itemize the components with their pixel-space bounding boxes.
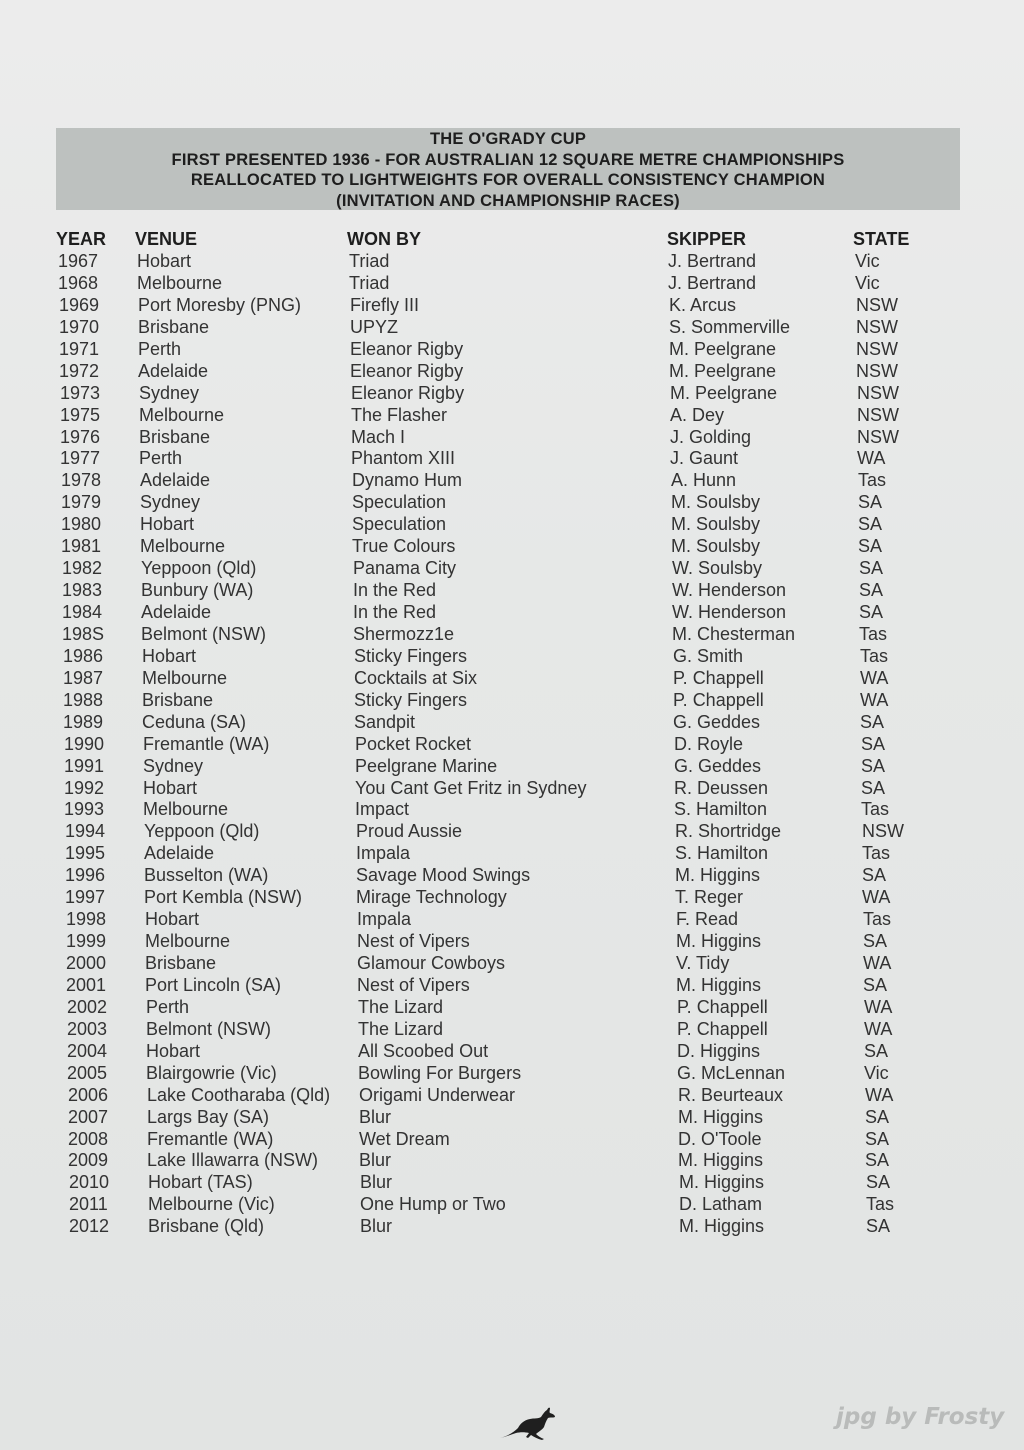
cell-state: Tas (863, 909, 892, 930)
cell-won-by: Peelgrane Marine (355, 755, 498, 776)
cell-state: NSW (857, 382, 899, 403)
cell-state: Tas (861, 799, 890, 820)
cell-state: SA (866, 1216, 891, 1237)
cell-skipper: J. Gaunt (670, 448, 739, 469)
cell-won-by: Eleanor Rigby (350, 338, 464, 359)
cell-skipper: M. Chesterman (672, 623, 796, 644)
cell-venue: Yeppoon (Qld) (141, 558, 257, 579)
kangaroo-icon (498, 1402, 558, 1442)
cell-venue: Adelaide (140, 470, 211, 491)
cell-venue: Port Kembla (NSW) (144, 887, 303, 908)
table-row (0, 975, 1024, 997)
cup-subtitle-reallocated: REALLOCATED TO LIGHTWEIGHTS FOR OVERALL CONSISTENCY CHAMPION (190, 171, 826, 189)
cell-year: 1991 (64, 755, 105, 776)
cell-venue: Perth (139, 448, 183, 469)
cell-skipper: A. Dey (670, 404, 725, 425)
cell-year: 2000 (66, 953, 107, 973)
cell-skipper: P. Chappell (673, 667, 764, 688)
cell-year: 1995 (65, 843, 106, 864)
cell-won-by: In the Red (353, 580, 437, 601)
cell-year: 1999 (66, 931, 107, 952)
table-row (0, 295, 1024, 317)
table-row (0, 953, 1024, 975)
cell-venue: Hobart (142, 645, 197, 666)
cell-won-by: Mirage Technology (356, 887, 507, 908)
cell-won-by: Sandpit (354, 711, 416, 732)
cell-won-by: Triad (349, 251, 390, 271)
table-row (0, 865, 1024, 887)
column-header-skipper: SKIPPER (667, 229, 747, 249)
column-header-venue: VENUE (135, 229, 198, 249)
cell-venue: Fremantle (WA) (143, 733, 270, 754)
cell-year: 2012 (69, 1216, 110, 1237)
cell-skipper: D. Royle (674, 733, 744, 754)
cell-year: 1977 (60, 448, 101, 469)
table-row (0, 1150, 1024, 1172)
cell-state: SA (863, 974, 888, 995)
cell-skipper: M. Peelgrane (669, 360, 777, 381)
cell-skipper: J. Golding (670, 426, 752, 447)
cell-state: NSW (862, 821, 904, 842)
column-header-year: YEAR (56, 229, 107, 249)
column-header-won-by: WON BY (347, 229, 421, 249)
cell-year: 2007 (68, 1106, 109, 1127)
cell-won-by: Phantom XIII (351, 448, 456, 469)
cell-won-by: Nest of Vipers (357, 974, 470, 995)
cup-title: THE O'GRADY CUP (429, 130, 587, 148)
cell-year: 1972 (59, 360, 100, 381)
cell-state: WA (857, 448, 886, 469)
cell-skipper: R. Deussen (674, 777, 769, 798)
cell-year: 1997 (65, 887, 106, 908)
table-row (0, 580, 1024, 602)
cell-won-by: Impala (356, 843, 411, 864)
cell-skipper: W. Henderson (672, 580, 787, 601)
cell-year: 1978 (61, 470, 102, 491)
cell-won-by: UPYZ (350, 316, 399, 337)
cell-venue: Hobart (146, 1040, 201, 1061)
cell-venue: Adelaide (138, 360, 209, 381)
cell-skipper: G. Geddes (674, 755, 762, 776)
cup-subtitle-first-presented: FIRST PRESENTED 1936 - FOR AUSTRALIAN 12 SQUARE METRE CHAMPIONSHIPS (171, 150, 845, 169)
cell-venue: Lake Illawarra (NSW) (147, 1150, 319, 1171)
cell-state: Vic (855, 272, 880, 293)
cell-state: WA (860, 689, 889, 710)
cell-year: 2010 (69, 1172, 110, 1193)
table-row (0, 1107, 1024, 1129)
cell-won-by: Blur (359, 1106, 392, 1127)
cell-skipper: P. Chappell (673, 689, 764, 710)
cell-year: 1998 (66, 909, 107, 930)
cell-year: 1993 (64, 799, 105, 820)
cell-venue: Hobart (137, 251, 192, 271)
table-row (0, 1041, 1024, 1063)
cell-venue: Belmont (NSW) (141, 623, 267, 644)
table-row (0, 1019, 1024, 1041)
table-row (0, 646, 1024, 668)
cell-year: 1970 (59, 316, 100, 337)
cell-year: 2002 (67, 996, 108, 1017)
cell-skipper: K. Arcus (669, 294, 737, 315)
cell-skipper: M. Peelgrane (670, 382, 778, 403)
cell-won-by: The Flasher (351, 404, 448, 425)
table-row (0, 778, 1024, 800)
cell-skipper: M. Higgins (678, 1106, 764, 1127)
cell-won-by: Bowling For Burgers (358, 1062, 522, 1083)
table-row (0, 756, 1024, 778)
cell-year: 1979 (61, 492, 102, 513)
cell-year: 1967 (58, 251, 99, 271)
table-row (0, 734, 1024, 756)
cell-state: Vic (864, 1062, 889, 1083)
cell-won-by: Blur (360, 1172, 393, 1193)
cell-venue: Port Moresby (PNG) (138, 294, 302, 315)
cell-won-by: True Colours (352, 536, 456, 557)
table-row (0, 1194, 1024, 1216)
cell-year: 1968 (58, 272, 99, 293)
cell-skipper: M. Higgins (679, 1172, 765, 1193)
cell-skipper: M. Higgins (676, 974, 762, 995)
cell-won-by: Blur (359, 1150, 392, 1171)
table-row (0, 383, 1024, 405)
cell-skipper: M. Higgins (678, 1150, 764, 1171)
cell-won-by: Origami Underwear (359, 1084, 516, 1105)
cell-venue: Hobart (140, 514, 195, 535)
cell-state: Vic (855, 251, 880, 271)
cell-won-by: Cocktails at Six (354, 667, 478, 688)
cell-won-by: Speculation (352, 492, 447, 513)
cell-skipper: M. Peelgrane (669, 338, 777, 359)
cell-skipper: M. Higgins (675, 865, 761, 886)
cell-won-by: Glamour Cowboys (357, 953, 506, 973)
cell-year: 1996 (65, 865, 106, 886)
cell-venue: Melbourne (139, 404, 225, 425)
cell-won-by: Savage Mood Swings (356, 865, 531, 886)
cell-venue: Sydney (143, 755, 204, 776)
cell-skipper: T. Reger (675, 887, 744, 908)
cell-venue: Lake Cootharaba (Qld) (147, 1084, 331, 1105)
cup-subtitle-races: (INVITATION AND CHAMPIONSHIP RACES) (336, 191, 680, 210)
cell-won-by: Proud Aussie (356, 821, 463, 842)
cell-venue: Hobart (145, 909, 200, 930)
cell-skipper: J. Bertrand (668, 251, 757, 271)
cell-year: 2004 (67, 1040, 108, 1061)
cell-year: 1975 (60, 404, 101, 425)
cell-skipper: J. Bertrand (668, 272, 757, 293)
cell-skipper: M. Higgins (679, 1216, 765, 1237)
cell-year: 1992 (64, 777, 105, 798)
cell-skipper: P. Chappell (677, 996, 768, 1017)
cell-venue: Brisbane (Qld) (148, 1216, 265, 1237)
table-row (0, 997, 1024, 1019)
table-row (0, 536, 1024, 558)
cell-skipper: M. Soulsby (671, 536, 761, 557)
cell-won-by: The Lizard (358, 1018, 444, 1039)
table-row (0, 273, 1024, 295)
cell-venue: Fremantle (WA) (147, 1128, 274, 1149)
cell-won-by: Eleanor Rigby (350, 360, 464, 381)
cell-year: 2006 (68, 1084, 109, 1105)
cell-venue: Melbourne (142, 667, 228, 688)
cell-year: 1982 (62, 558, 103, 579)
cell-venue: Largs Bay (SA) (147, 1106, 270, 1127)
cell-year: 1990 (64, 733, 105, 754)
table-row (0, 492, 1024, 514)
cell-venue: Perth (138, 338, 182, 359)
cell-venue: Perth (146, 996, 190, 1017)
table-row (0, 405, 1024, 427)
cell-state: WA (864, 1018, 893, 1039)
cell-state: Tas (858, 470, 887, 491)
table-row (0, 931, 1024, 953)
cell-venue: Ceduna (SA) (142, 711, 247, 732)
cell-venue: Adelaide (144, 843, 215, 864)
cell-year: 1983 (62, 580, 103, 601)
cell-state: SA (858, 514, 883, 535)
cell-year: 1989 (63, 711, 104, 732)
cell-state: WA (864, 996, 893, 1017)
cell-won-by: Nest of Vipers (357, 931, 470, 952)
cell-year: 1994 (65, 821, 106, 842)
cell-state: SA (866, 1172, 891, 1193)
table-row (0, 251, 1024, 273)
cell-won-by: You Cant Get Fritz in Sydney (355, 777, 587, 798)
cell-skipper: D. Latham (679, 1194, 763, 1215)
cell-venue: Sydney (140, 492, 201, 513)
table-row (0, 602, 1024, 624)
cell-state: SA (859, 602, 884, 622)
cell-won-by: Panama City (353, 558, 457, 579)
winners-table (0, 251, 1024, 1238)
cell-won-by: Eleanor Rigby (351, 382, 465, 403)
table-row (0, 909, 1024, 931)
cell-skipper: M. Soulsby (671, 514, 761, 535)
cell-skipper: S. Hamilton (674, 799, 768, 820)
cell-year: 1987 (63, 667, 104, 688)
cell-skipper: D. Higgins (677, 1040, 761, 1061)
cell-state: Tas (860, 645, 889, 666)
cell-venue: Busselton (WA) (144, 865, 269, 886)
table-row (0, 887, 1024, 909)
cell-state: SA (863, 931, 888, 952)
cell-year: 2009 (68, 1150, 109, 1171)
cell-venue: Hobart (143, 777, 198, 798)
table-row (0, 668, 1024, 690)
cell-state: NSW (857, 426, 899, 447)
cell-venue: Bunbury (WA) (141, 580, 254, 601)
table-row (0, 821, 1024, 843)
table-row (0, 339, 1024, 361)
cell-won-by: Impala (357, 909, 412, 930)
table-row (0, 1172, 1024, 1194)
cell-state: SA (859, 558, 884, 579)
cell-state: SA (859, 580, 884, 601)
table-row (0, 843, 1024, 865)
cell-year: 1971 (59, 338, 100, 359)
cell-year: 1980 (61, 514, 102, 535)
photo-watermark: jpg by Frosty (836, 1404, 1005, 1430)
cell-year: 2008 (68, 1128, 109, 1149)
cell-year: 1984 (62, 602, 103, 622)
cell-year: 1981 (61, 536, 102, 557)
cell-state: NSW (856, 294, 898, 315)
cell-state: Tas (866, 1194, 895, 1215)
cell-skipper: S. Hamilton (675, 843, 769, 864)
cell-state: SA (865, 1128, 890, 1149)
cell-venue: Yeppoon (Qld) (144, 821, 260, 842)
cell-won-by: One Hump or Two (360, 1194, 506, 1215)
cell-skipper: F. Read (676, 909, 739, 930)
cell-venue: Brisbane (142, 689, 214, 710)
cell-venue: Port Lincoln (SA) (145, 974, 282, 995)
cell-state: SA (864, 1040, 889, 1061)
cell-year: 2003 (67, 1018, 108, 1039)
cell-state: Tas (862, 843, 891, 864)
cell-state: Tas (859, 623, 888, 644)
cell-skipper: R. Beurteaux (678, 1084, 784, 1105)
cell-venue: Melbourne (140, 536, 226, 557)
cell-state: NSW (856, 338, 898, 359)
cell-skipper: G. Smith (673, 645, 744, 666)
cell-skipper: A. Hunn (671, 470, 737, 491)
cell-won-by: Wet Dream (359, 1128, 450, 1149)
cell-won-by: Speculation (352, 514, 447, 535)
cell-skipper: M. Higgins (676, 931, 762, 952)
cell-year: 1969 (59, 294, 100, 315)
cell-won-by: In the Red (353, 602, 437, 622)
cell-venue: Brisbane (138, 316, 210, 337)
cell-state: WA (860, 667, 889, 688)
cell-venue: Melbourne (143, 799, 229, 820)
cell-skipper: P. Chappell (677, 1018, 768, 1039)
cell-state: SA (860, 711, 885, 732)
cell-skipper: S. Sommerville (669, 316, 791, 337)
cell-skipper: G. McLennan (677, 1062, 786, 1083)
title-banner (56, 128, 960, 210)
cell-state: WA (865, 1084, 894, 1105)
cell-venue: Brisbane (139, 426, 211, 447)
cell-state: SA (858, 536, 883, 557)
cell-year: 1976 (60, 426, 101, 447)
table-row (0, 514, 1024, 536)
cell-state: SA (862, 865, 887, 886)
cell-state: NSW (856, 316, 898, 337)
cell-state: SA (861, 777, 886, 798)
cell-skipper: W. Henderson (672, 602, 787, 622)
cell-skipper: D. O'Toole (678, 1128, 762, 1149)
table-row (0, 470, 1024, 492)
table-row (0, 712, 1024, 734)
cell-won-by: Firefly III (350, 294, 420, 315)
cell-won-by: Blur (360, 1216, 393, 1237)
cell-state: WA (862, 887, 891, 908)
cell-state: SA (858, 492, 883, 513)
table-row (0, 799, 1024, 821)
cell-won-by: Triad (349, 272, 390, 293)
table-row (0, 427, 1024, 449)
cell-year: 2005 (67, 1062, 108, 1083)
cell-state: SA (865, 1150, 890, 1171)
table-row (0, 558, 1024, 580)
cell-won-by: The Lizard (358, 996, 444, 1017)
cell-venue: Melbourne (Vic) (148, 1194, 275, 1215)
table-row (0, 317, 1024, 339)
cell-year: 2011 (69, 1194, 108, 1215)
cell-venue: Adelaide (141, 602, 212, 622)
cell-year: 2001 (66, 974, 107, 995)
table-row (0, 448, 1024, 470)
cell-won-by: Sticky Fingers (354, 645, 468, 666)
cell-venue: Melbourne (137, 272, 223, 293)
table-row (0, 1216, 1024, 1238)
cell-won-by: Pocket Rocket (355, 733, 472, 754)
cell-state: SA (861, 755, 886, 776)
cell-skipper: R. Shortridge (675, 821, 782, 842)
cell-won-by: Dynamo Hum (352, 470, 463, 491)
cell-won-by: Sticky Fingers (354, 689, 468, 710)
table-header (0, 229, 1024, 251)
table-row (0, 690, 1024, 712)
cell-venue: Belmont (NSW) (146, 1018, 272, 1039)
column-header-state: STATE (853, 229, 910, 249)
table-row (0, 1063, 1024, 1085)
cell-state: SA (865, 1106, 890, 1127)
table-row (0, 361, 1024, 383)
cell-state: NSW (857, 404, 899, 425)
cell-skipper: M. Soulsby (671, 492, 761, 513)
cell-state: SA (861, 733, 886, 754)
table-row (0, 1085, 1024, 1107)
cell-state: NSW (856, 360, 898, 381)
cell-venue: Melbourne (145, 931, 231, 952)
cell-won-by: Shermozz1e (353, 623, 455, 644)
cell-state: WA (863, 953, 892, 973)
cell-year: 198S (62, 623, 105, 644)
cell-venue: Blairgowrie (Vic) (146, 1062, 277, 1083)
cell-venue: Sydney (139, 382, 200, 403)
cell-won-by: Mach I (351, 426, 406, 447)
cell-year: 1973 (60, 382, 101, 403)
table-row (0, 624, 1024, 646)
cell-venue: Hobart (TAS) (148, 1172, 253, 1193)
cell-year: 1986 (63, 645, 104, 666)
cell-venue: Brisbane (145, 953, 217, 973)
cell-skipper: V. Tidy (676, 953, 730, 973)
cell-year: 1988 (63, 689, 104, 710)
cell-won-by: All Scoobed Out (358, 1040, 489, 1061)
cell-skipper: G. Geddes (673, 711, 761, 732)
cell-skipper: W. Soulsby (672, 558, 763, 579)
cell-won-by: Impact (355, 799, 410, 820)
table-row (0, 1129, 1024, 1151)
